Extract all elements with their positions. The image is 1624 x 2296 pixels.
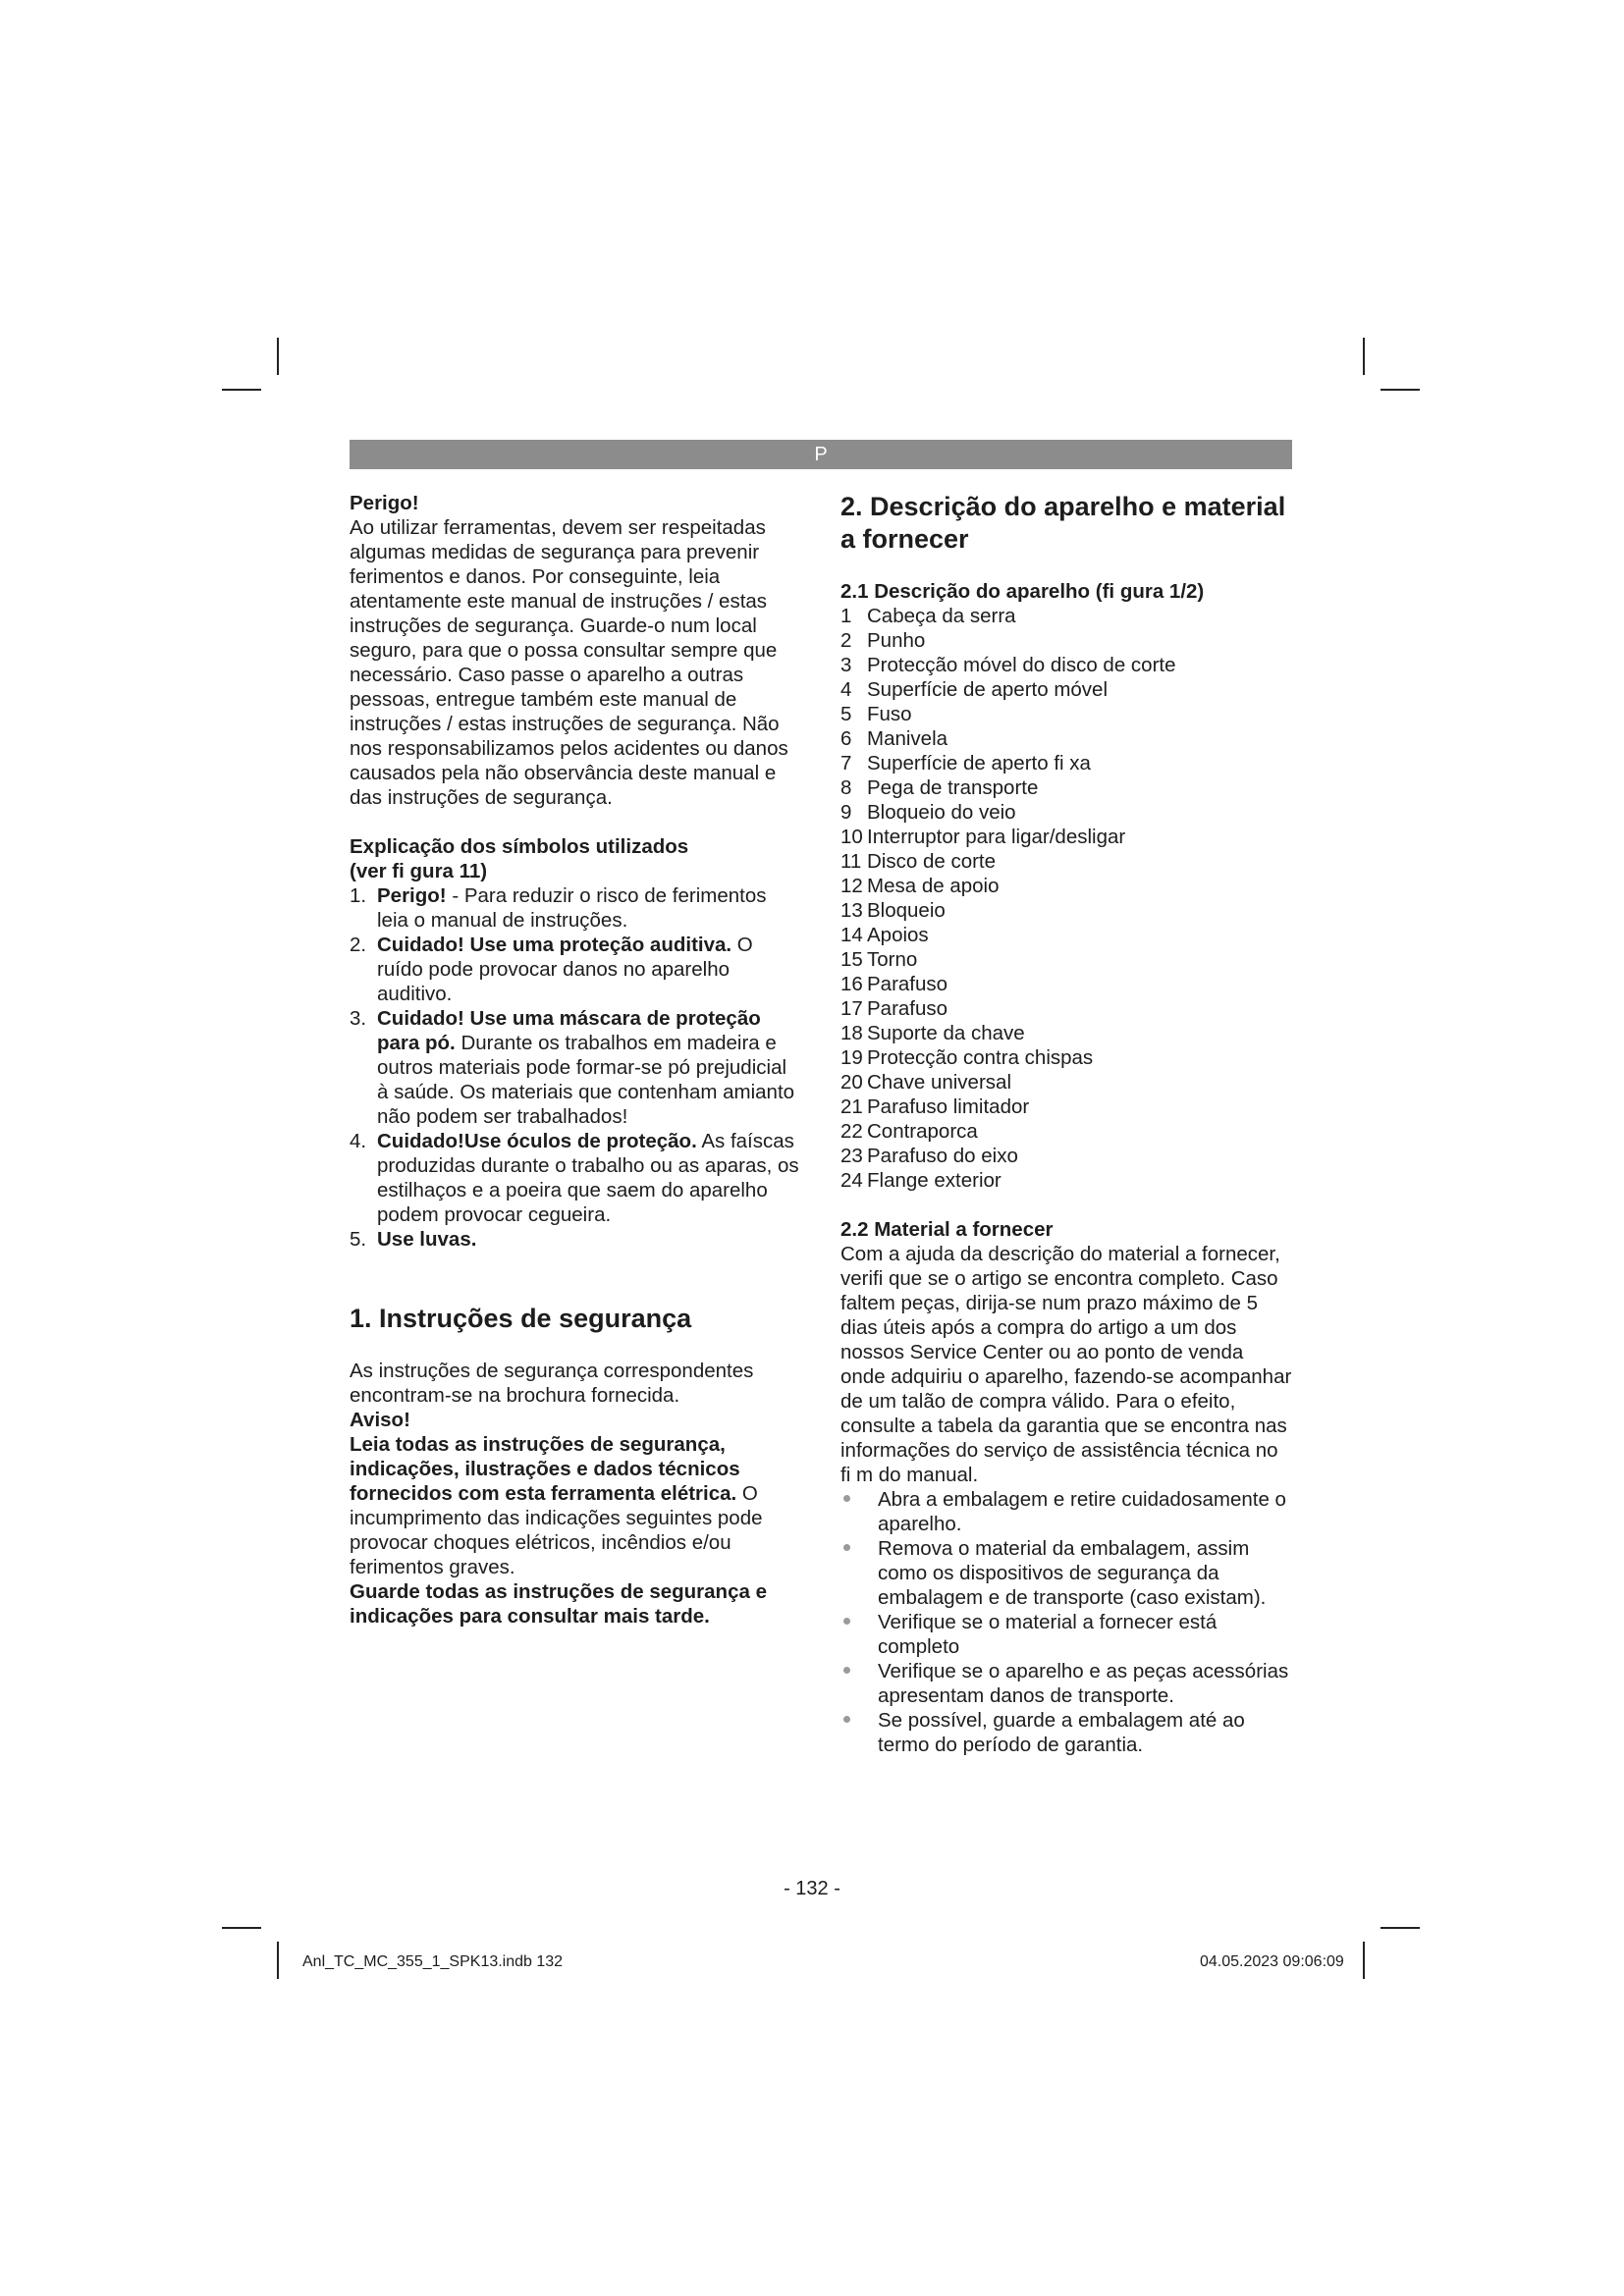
language-header-bar: [350, 440, 1292, 469]
part-item: 7 Superfície de aperto fi xa: [840, 752, 1091, 774]
bullet-item: Remova o material da embalagem, assim como os dispositivos de segurança da embalagem e de transporte (caso existam).: [840, 1536, 1292, 1610]
part-item: 20 Chave universal: [840, 1071, 1011, 1094]
symbol-item: 1. Perigo! - Para reduzir o risco de ferimentos leia o manual de instruções.: [350, 884, 767, 932]
part-item: 6 Manivela: [840, 727, 948, 750]
crop-mark: [1363, 1942, 1365, 1979]
part-item: 24 Flange exterior: [840, 1169, 1001, 1192]
symbol-item: 2. Cuidado! Use uma proteção auditiva. O ruído pode provocar danos no aparelho auditivo.: [350, 934, 753, 1005]
right-column: [840, 491, 1292, 1757]
part-item: 8 Pega de transporte: [840, 776, 1039, 799]
part-item: 14 Apoios: [840, 924, 929, 946]
warning-text: O incumprimento das indicações seguintes pode provocar choques elétricos, incêndios e/ou ferimentos graves.: [350, 1482, 763, 1578]
symbols-title-figure: (ver fi gura 11): [350, 860, 488, 882]
symbol-item: 5. Use luvas.: [350, 1228, 477, 1251]
bullet-item: Se possível, guarde a embalagem até ao termo do período de garantia.: [840, 1708, 1292, 1757]
bullet-item: Abra a embalagem e retire cuidadosamente o aparelho.: [840, 1487, 1292, 1536]
part-item: 5 Fuso: [840, 703, 912, 725]
part-item: 16 Parafuso: [840, 973, 948, 995]
part-item: 23 Parafuso do eixo: [840, 1145, 1018, 1167]
crop-mark: [1380, 389, 1420, 391]
warning-bold: Leia todas as instruções de segurança, indicações, ilustrações e dados técnicos fornecidos com esta ferramenta elétrica.: [350, 1433, 740, 1505]
part-item: 13 Bloqueio: [840, 899, 946, 922]
device-description-title: 2.1 Descrição do aparelho (fi gura 1/2): [840, 580, 1205, 603]
crop-mark: [1363, 338, 1365, 375]
part-item: 15 Torno: [840, 948, 918, 971]
footer-filename: Anl_TC_MC_355_1_SPK13.indb 132: [302, 1953, 564, 1970]
warning-paragraph: [350, 1432, 801, 1579]
part-item: 21 Parafuso limitador: [840, 1095, 1030, 1118]
left-column: [350, 491, 801, 1629]
page-number: - 132 -: [784, 1878, 840, 1899]
part-item: 19 Protecção contra chispas: [840, 1046, 1094, 1069]
safety-heading: 1. Instruções de segurança: [350, 1304, 692, 1333]
part-item: 3 Protecção móvel do disco de corte: [840, 654, 1176, 676]
bullet-item: Verifique se o material a fornecer está completo: [840, 1610, 1292, 1659]
language-label: P: [814, 444, 828, 465]
parts-list: [840, 604, 1292, 1193]
footer-timestamp: 04.05.2023 09:06:09: [1200, 1953, 1344, 1970]
symbols-list: [350, 883, 801, 1252]
part-item: 1 Cabeça da serra: [840, 605, 1016, 627]
part-item: 2 Punho: [840, 629, 926, 652]
part-item: 9 Bloqueio do veio: [840, 801, 1016, 824]
danger-title: Perigo!: [350, 492, 419, 514]
part-item: 11 Disco de corte: [840, 850, 997, 873]
bullet-item: Verifique se o aparelho e as peças acessórias apresentam danos de transporte.: [840, 1659, 1292, 1708]
danger-text: Ao utilizar ferramentas, devem ser respeitadas algumas medidas de segurança para prevenir ferimentos e danos. Por conseguinte, leia atentamente este manual de instruções / estas instruções de segurança. Guarde-o num local seguro, para que o possa consultar sempre que necessário. Caso passe o aparelho a outras pessoas, entregue também este manual de instruções / estas instruções de segurança. Não nos responsabilizamos pelos acidentes ou danos causados pela não observância deste manual e das instruções de segurança.: [350, 516, 788, 809]
part-item: 17 Parafuso: [840, 997, 948, 1020]
crop-mark: [222, 1927, 261, 1929]
material-text: Com a ajuda da descrição do material a fornecer, verifi que se o artigo se encontra completo. Caso faltem peças, dirija-se num prazo máximo de 5 dias úteis após a compra do artigo a um dos nossos Service Center ou ao ponto de venda onde adquiriu o aparelho, fazendo-se acompanhar de um talão de compra válido. Para o efeito, consulte a tabela da garantia que se encontra nas informações do serviço de assistência técnica no fi m do manual.: [840, 1243, 1292, 1486]
part-item: 10 Interruptor para ligar/desligar: [840, 826, 1126, 848]
crop-mark: [277, 338, 279, 375]
description-heading: 2. Descrição do aparelho e material a fornecer: [840, 492, 1286, 554]
crop-mark: [222, 389, 261, 391]
symbols-title: Explicação dos símbolos utilizados: [350, 835, 689, 858]
symbol-item: 4. Cuidado!Use óculos de proteção. As faíscas produzidas durante o trabalho ou as aparas, os estilhaços e a poeira que saem do aparelho podem provocar cegueira.: [350, 1130, 799, 1226]
part-item: 4 Superfície de aperto móvel: [840, 678, 1108, 701]
material-title: 2.2 Material a fornecer: [840, 1218, 1054, 1241]
part-item: 18 Suporte da chave: [840, 1022, 1025, 1044]
material-bullets: [840, 1487, 1292, 1757]
symbol-item: 3. Cuidado! Use uma máscara de proteção para pó. Durante os trabalhos em madeira e outros materiais pode formar-se pó prejudicial à saúde. Os materiais que contenham amianto não podem ser trabalhados!: [350, 1007, 795, 1128]
keep-instructions: Guarde todas as instruções de segurança e indicações para consultar mais tarde.: [350, 1580, 767, 1628]
part-item: 12 Mesa de apoio: [840, 875, 1000, 897]
warning-title: Aviso!: [350, 1409, 410, 1431]
part-item: 22 Contraporca: [840, 1120, 978, 1143]
crop-mark: [1380, 1927, 1420, 1929]
safety-intro: As instruções de segurança correspondentes encontram-se na brochura fornecida.: [350, 1360, 754, 1407]
crop-mark: [277, 1942, 279, 1979]
